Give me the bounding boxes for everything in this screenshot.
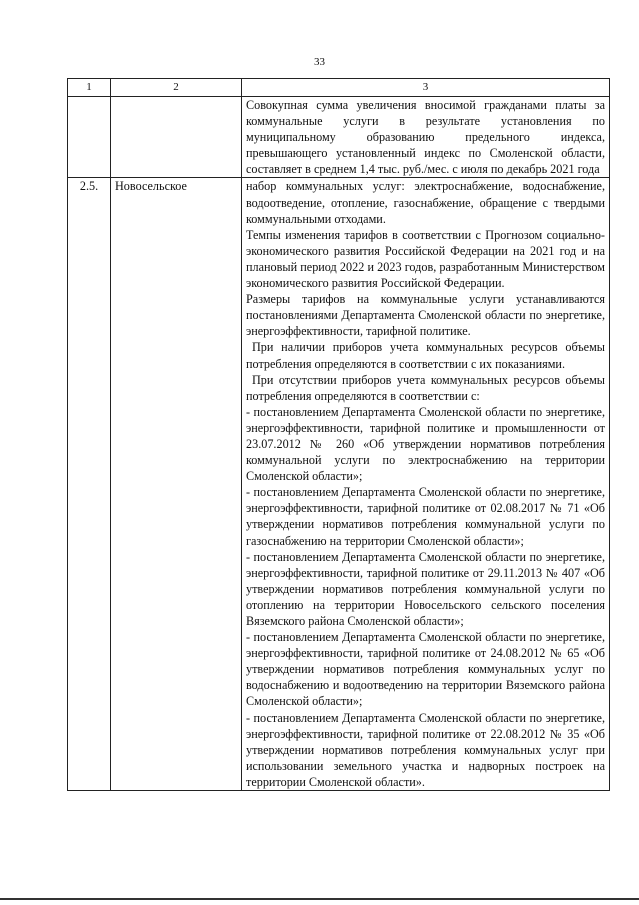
paragraph-tariff-rates: Темпы изменения тарифов в соответствии с Прогнозом социально-экономического развития Российской Федерации на 2021 год и на плановый период 2022 и 2023 годов, разработанным Министерством экономического развития Российской Федерации. <box>246 227 605 291</box>
municipality-name-cell <box>111 97 242 178</box>
list-item: - постановлением Департамента Смоленской области по энергетике, энергоэффективности, тарифной политике от 24.08.2012 № 65 «Об утверждении нормативов потребления коммунальных услуг по водоснабжению и водоотведению на территории Вяземского района Смоленской области»; <box>246 630 605 709</box>
table-header-row <box>68 79 610 97</box>
description-cell <box>242 178 610 791</box>
column-header-2: 2 <box>111 79 242 97</box>
table-row <box>68 178 610 791</box>
column-header-1: 1 <box>68 79 111 97</box>
table-row <box>68 97 610 178</box>
list-item: - постановлением Департамента Смоленской области по энергетике, энергоэффективности, тарифной политике от 22.08.2012 № 35 «Об утверждении нормативов потребления коммунальных услуг при использовании земельного участка и надворных построек на территории Смоленской области». <box>246 710 605 789</box>
paragraph-services-set: набор коммунальных услуг: электроснабжение, водоснабжение, водоотведение, отопление, газоснабжение, обращение с твердыми коммунальными отходами. <box>246 179 605 226</box>
column-header-3: 3 <box>242 79 610 97</box>
row-number-cell <box>68 97 111 178</box>
paragraph-with-meters: При наличии приборов учета коммунальных ресурсов объемы потребления определяются в соответствии с их показаниями. <box>246 340 605 371</box>
paragraph-total-increase: Совокупная сумма увеличения вносимой гражданами платы за коммунальные услуги в результате установления по муниципальному образованию предельного индекса, превышающего установленный индекс по Смоленской области, составляет в среднем 1,4 тыс. руб./мес. с июля по декабрь 2021 года <box>246 98 605 177</box>
municipality-name-cell: Новосельское <box>111 178 242 791</box>
list-item: - постановлением Департамента Смоленской области по энергетике, энергоэффективности, тарифной политике от 29.11.2013 № 407 «Об утверждении нормативов потребления коммунальной услуги по отоплению на территории Новосельского сельского поселения Вяземского района Смоленской области»; <box>246 549 605 628</box>
row-number-cell: 2.5. <box>68 178 111 791</box>
page-bottom-edge <box>0 898 639 900</box>
paragraph-without-meters: При отсутствии приборов учета коммунальных ресурсов объемы потребления определяются в соответствии с: <box>246 372 605 403</box>
description-cell <box>242 97 610 178</box>
list-item: - постановлением Департамента Смоленской области по энергетике, энергоэффективности, тарифной политике от 02.08.2017 № 71 «Об утверждении нормативов потребления коммунальной услуги по газоснабжению на территории Смоленской области»; <box>246 485 605 548</box>
paragraph-tariff-sizes: Размеры тарифов на коммунальные услуги устанавливаются постановлениями Департамента Смоленской области по энергетике, энергоэффективности, тарифной политике. <box>246 292 605 339</box>
tariff-table <box>67 78 610 791</box>
page-number: 33 <box>314 56 325 68</box>
list-item: - постановлением Департамента Смоленской области по энергетике, энергоэффективности, тарифной политике и промышленности от 23.07.2012 № 260 «Об утверждении нормативов потребления коммунальной услуги по электроснабжению на территории Смоленской области»; <box>246 404 605 484</box>
